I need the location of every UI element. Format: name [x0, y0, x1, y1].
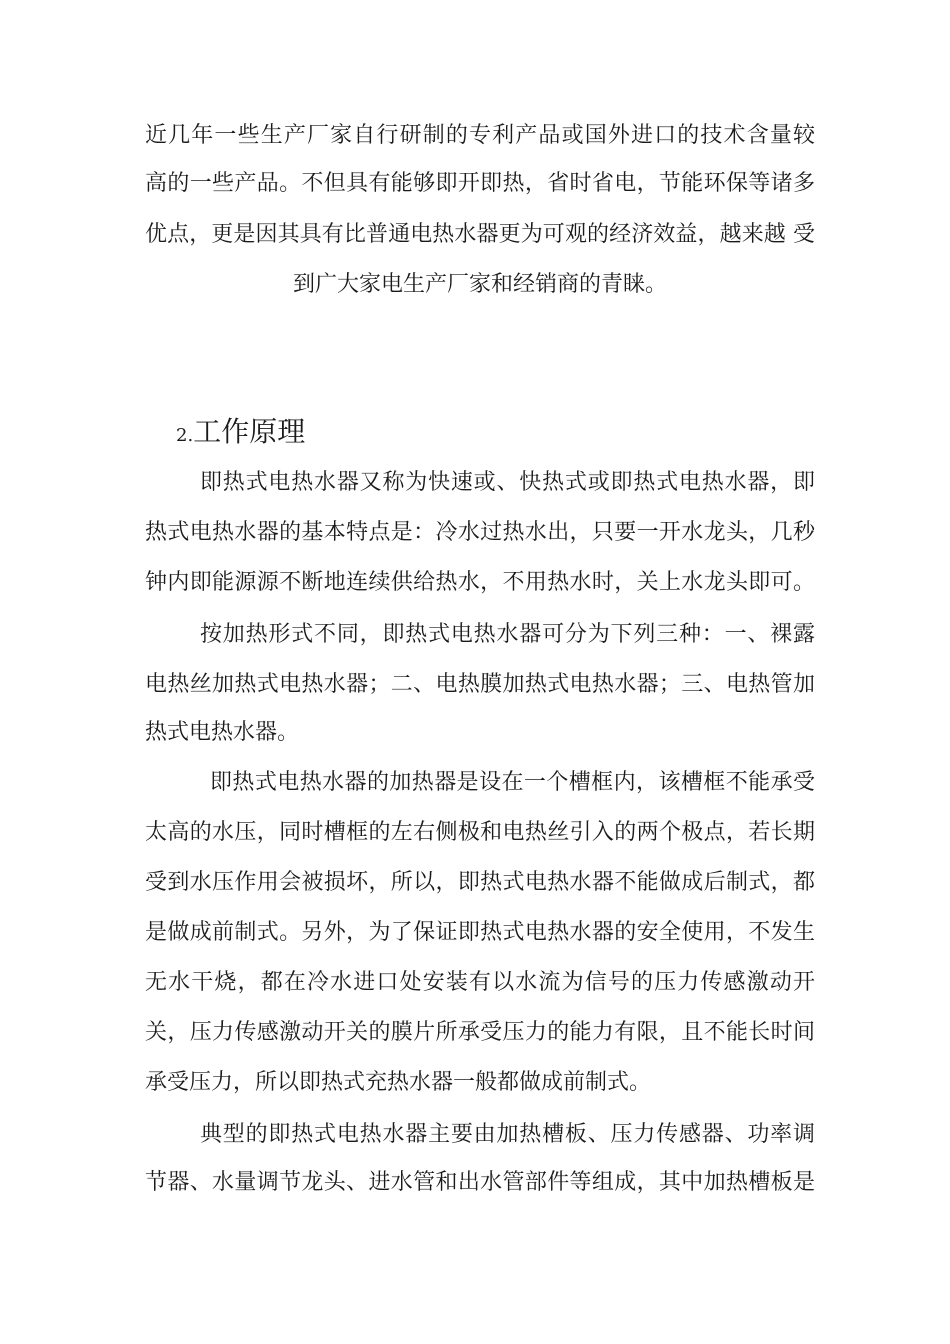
section-title: 工作原理 [193, 415, 306, 448]
paragraph-4-line-1: 典型的即热式电热水器主要由加热槽板、压力传感器、功率调 [200, 1122, 815, 1147]
paragraph-1-line-3: 钟内即能源源不断地连续供给热水，不用热水时，关上水龙头即可。 [145, 570, 815, 595]
paragraph-2-line-1: 按加热形式不同，即热式电热水器可分为下列三种：一、裸露 [200, 622, 815, 647]
intro-line-1: 近几年一些生产厂家自行研制的专利产品或国外进口的技术含量较 [145, 123, 815, 148]
paragraph-3-line-2: 太高的水压，同时槽框的左右侧极和电热丝引入的两个极点，若长期 [145, 820, 815, 845]
section-heading [176, 413, 305, 455]
paragraph-3-line-1: 即热式电热水器的加热器是设在一个槽框内，该槽框不能承受 [210, 770, 815, 795]
paragraph-3-line-6: 关，压力传感激动开关的膜片所承受压力的能力有限，且不能长时间 [145, 1020, 815, 1045]
section-number: 2. [176, 425, 194, 446]
intro-line-4: 到广大家电生产厂家和经销商的青睐。 [292, 272, 667, 297]
paragraph-4-line-2: 节器、水量调节龙头、进水管和出水管部件等组成，其中加热槽板是 [145, 1170, 815, 1195]
paragraph-3-line-7: 承受压力，所以即热式充热水器一般都做成前制式。 [145, 1070, 652, 1095]
intro-line-3: 优点，更是因其具有比普通电热水器更为可观的经济效益，越来越 受 [145, 222, 815, 247]
intro-line-2: 高的一些产品。不但具有能够即开即热，省时省电，节能环保等诸多 [145, 171, 815, 196]
paragraph-1-line-2: 热式电热水器的基本特点是：冷水过热水出，只要一开水龙头，几秒 [145, 520, 815, 545]
paragraph-2-line-2: 电热丝加热式电热水器；二、电热膜加热式电热水器；三、电热管加 [145, 672, 815, 697]
paragraph-3-line-5: 无水干烧，都在冷水进口处安装有以水流为信号的压力传感激动开 [145, 970, 815, 995]
paragraph-2-line-3: 热式电热水器。 [145, 720, 300, 745]
paragraph-3-line-4: 是做成前制式。另外，为了保证即热式电热水器的安全使用，不发生 [145, 920, 815, 945]
paragraph-1-line-1: 即热式电热水器又称为快速或、快热式或即热式电热水器，即 [200, 470, 815, 495]
paragraph-3-line-3: 受到水压作用会被损坏，所以，即热式电热水器不能做成后制式，都 [145, 870, 815, 895]
